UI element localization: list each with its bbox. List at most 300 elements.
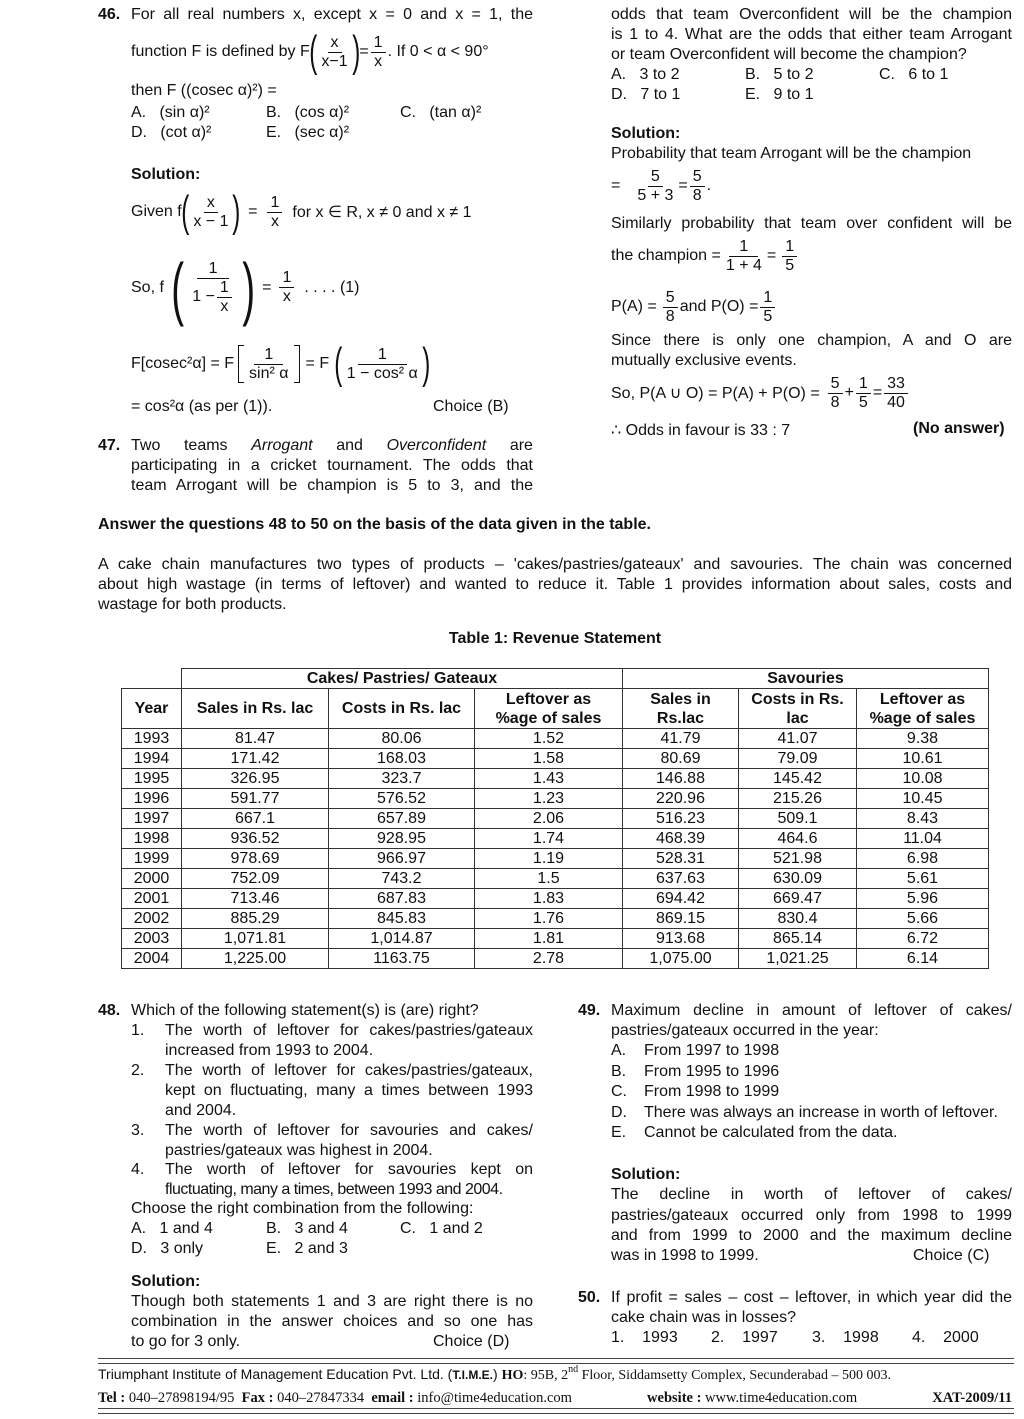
option-key: A.	[131, 104, 147, 121]
numerator: 1	[358, 346, 407, 365]
option-text: From 1997 to 1998	[644, 1042, 780, 1059]
table-cell: 713.46	[182, 889, 329, 909]
option-e[interactable]	[611, 1124, 898, 1142]
fraction	[782, 238, 797, 275]
solution-conclusion: ∴ Odds in favour is 33 : 7	[611, 422, 791, 439]
table-cell: 146.88	[623, 769, 739, 789]
table-cell: 1,225.00	[182, 949, 329, 969]
question-stem: For all real numbers x, except x = 0 and x = 1, the	[131, 6, 533, 23]
solution-so	[131, 245, 360, 330]
option-key: A.	[611, 66, 627, 83]
question-number: 50.	[578, 1289, 601, 1306]
table-cell: 5.96	[857, 889, 989, 909]
option-a[interactable]	[131, 104, 210, 122]
table-cell: 6.98	[857, 849, 989, 869]
table-row	[122, 729, 989, 749]
option-3[interactable]	[812, 1329, 879, 1347]
table-cell: 669.47	[739, 889, 857, 909]
option-text: 1993	[642, 1329, 678, 1346]
equals-sign: =	[262, 278, 272, 296]
left-paren: (	[180, 187, 190, 236]
table-cell: 79.09	[739, 749, 857, 769]
option-c[interactable]	[400, 104, 481, 122]
denominator: 1 + 4	[725, 256, 762, 274]
year-cell: 2001	[122, 889, 182, 909]
option-text: 1997	[742, 1329, 778, 1346]
solution-text: and from 1999 to 2000 and the maximum decline	[611, 1227, 1012, 1244]
option-text: There was always an increase in worth of leftover.	[644, 1104, 998, 1121]
option-text: (tan α)²	[429, 104, 482, 121]
stem-text: function F is defined by F	[131, 43, 310, 60]
option-d[interactable]	[131, 124, 211, 142]
ho-label: HO	[501, 1368, 524, 1383]
solution-derivation	[131, 340, 429, 388]
question-stem-end: then F ((cosec α)²) =	[131, 82, 277, 99]
table-cell: 11.04	[857, 829, 989, 849]
option-key: B.	[266, 104, 282, 121]
right-bracket	[294, 345, 300, 383]
option-key: 3.	[812, 1329, 826, 1346]
year-cell: 2004	[122, 949, 182, 969]
choice-label: Choice (D)	[433, 1333, 510, 1350]
table-cell: 1.76	[475, 909, 623, 929]
option-d[interactable]	[131, 1240, 203, 1258]
numerator: 1	[371, 34, 386, 53]
option-a[interactable]	[131, 1220, 213, 1238]
table-title: Table 1: Revenue Statement	[448, 630, 662, 647]
stem-word: Two	[131, 437, 161, 454]
fraction	[690, 168, 705, 205]
fraction	[190, 194, 231, 231]
numerator: 1	[760, 289, 775, 308]
header-text: Costs in Rs. lac	[341, 700, 462, 717]
email-label: email :	[371, 1390, 414, 1406]
year-cell: 1999	[122, 849, 182, 869]
solution-text: was in 1998 to 1999.	[611, 1247, 759, 1264]
year-cell: 1993	[122, 729, 182, 749]
option-a[interactable]	[611, 66, 680, 84]
option-text: 2000	[943, 1329, 979, 1346]
option-d[interactable]	[611, 86, 680, 104]
fraction	[723, 238, 765, 275]
option-b[interactable]	[266, 104, 349, 122]
table-cell: 1.19	[475, 849, 623, 869]
header-text: Sales in	[650, 690, 711, 708]
denominator: x	[282, 288, 291, 305]
option-key: D.	[611, 86, 627, 103]
numerator: x	[328, 34, 342, 53]
fraction	[884, 375, 908, 412]
fraction	[828, 375, 843, 412]
denominator: 5 + 3	[637, 186, 674, 204]
numerator: 1	[267, 194, 282, 213]
question-number: 46.	[98, 6, 121, 23]
table-cell: 830.4	[739, 909, 857, 929]
table-cell: 1.43	[475, 769, 623, 789]
statement-text: The worth of leftover for savouries and cakes/	[165, 1122, 533, 1139]
solution-equation	[611, 166, 711, 206]
table-row	[122, 769, 989, 789]
fax-number: 040–27847334	[277, 1390, 365, 1406]
left-paren: (	[309, 27, 318, 76]
table-cell: 1163.75	[329, 949, 475, 969]
solution-result: = cos²α (as per (1)).	[131, 398, 273, 415]
question-stem: Which of the following statement(s) is (are) right?	[131, 1002, 479, 1019]
option-key: C.	[400, 1220, 416, 1237]
fraction	[856, 375, 871, 412]
table-cell: 1,014.87	[329, 929, 475, 949]
numerator: 1	[782, 238, 797, 257]
option-e[interactable]	[266, 1240, 348, 1258]
numerator: 1	[279, 269, 294, 288]
year-cell: 2002	[122, 909, 182, 929]
option-key: C.	[611, 1083, 627, 1100]
question-number: 47.	[98, 437, 121, 454]
statement-text: kept on fluctuating, many a times between 1993	[165, 1082, 533, 1099]
right-paren: )	[422, 339, 431, 388]
option-text: 5 to 2	[773, 66, 814, 83]
table-cell: 171.42	[182, 749, 329, 769]
option-text: (cos α)²	[294, 104, 350, 121]
table-cell: 869.15	[623, 909, 739, 929]
solution-text: combination in the answer choices and so one has	[131, 1313, 533, 1330]
fraction	[246, 346, 291, 383]
solution-text: So, f	[131, 278, 164, 296]
statement-text: The worth of leftover for savouries kept on	[165, 1161, 533, 1178]
denominator-text: 1 −	[192, 288, 215, 305]
equals-sign: =	[678, 177, 688, 194]
header-text: %age of sales	[869, 709, 976, 727]
table-cell: 694.42	[623, 889, 739, 909]
footer-rule-top	[98, 1358, 1014, 1364]
denominator: x	[220, 297, 229, 315]
option-text: (sec α)²	[294, 124, 350, 141]
denominator: 5	[858, 393, 868, 411]
website-link[interactable]: www.time4education.com	[705, 1390, 858, 1406]
numerator: 1	[254, 346, 283, 365]
statement-number: 4.	[131, 1161, 145, 1178]
right-paren: )	[232, 187, 241, 236]
statement-text: pastries/gateaux was highest in 2004.	[165, 1142, 433, 1159]
table-cell: 1.81	[475, 929, 623, 949]
table-cell: 10.08	[857, 769, 989, 789]
numerator: 1	[197, 260, 230, 279]
website-group	[647, 1390, 857, 1407]
fraction	[371, 34, 386, 71]
option-key: A.	[131, 1220, 147, 1237]
table-body	[122, 729, 989, 969]
statement-text: The worth of leftover for cakes/pastries/gateaux	[165, 1022, 533, 1039]
table-cell: 1,071.81	[182, 929, 329, 949]
table-cell: 168.03	[329, 749, 475, 769]
denominator: x − 1	[193, 212, 229, 230]
option-key: B.	[266, 1220, 282, 1237]
solution-text: F[cosec²α] = F	[131, 355, 235, 372]
revenue-table	[121, 668, 989, 969]
left-paren: (	[334, 339, 343, 388]
solution-text: The decline in worth of leftover of cakes/	[611, 1186, 1012, 1203]
solution-text: pastries/gateaux occurred only from 1998 to 1999	[611, 1207, 1012, 1224]
option-text: 2 and 3	[294, 1240, 348, 1257]
table-row	[122, 849, 989, 869]
statement-number: 1.	[131, 1022, 145, 1039]
option-text: (cot α)²	[160, 124, 212, 141]
table-cell: 576.52	[329, 789, 475, 809]
solution-text: Given f	[131, 203, 182, 220]
solution-text: to go for 3 only.	[131, 1333, 241, 1350]
year-cell: 2003	[122, 929, 182, 949]
brand-name: T.I.M.E.	[452, 1368, 494, 1382]
table-cell: 913.68	[623, 929, 739, 949]
table-cell: 1.23	[475, 789, 623, 809]
statement-text: fluctuating, many a times, between 1993 and 2004.	[165, 1181, 503, 1198]
option-key: E.	[266, 124, 282, 141]
address-text: : 95B, 2	[523, 1368, 569, 1383]
option-key: 4.	[912, 1329, 926, 1346]
right-paren: )	[351, 27, 361, 76]
table-cell: 41.79	[623, 729, 739, 749]
equals-sign: =	[766, 247, 777, 264]
ordinal-suffix: nd	[568, 1364, 579, 1375]
denominator: 8	[692, 186, 702, 204]
option-c[interactable]	[611, 1083, 779, 1101]
year-cell: 1997	[122, 809, 182, 829]
year-cell: 1996	[122, 789, 182, 809]
table-row	[122, 869, 989, 889]
option-1[interactable]	[611, 1329, 678, 1347]
solution-heading: Solution:	[131, 166, 201, 183]
denominator: 5	[785, 256, 795, 274]
numerator: 1	[856, 375, 871, 394]
question-stem: participating in a cricket tournament. The odds that	[131, 457, 533, 474]
denominator: 1 − cos² α	[346, 364, 418, 382]
table-cell: 885.29	[182, 909, 329, 929]
table-cell: 521.98	[739, 849, 857, 869]
table-cell: 978.69	[182, 849, 329, 869]
table-cell: 743.2	[329, 869, 475, 889]
table-row	[122, 909, 989, 929]
option-text: 1 and 4	[159, 1220, 213, 1237]
stem-word: are	[509, 437, 533, 454]
denominator: 40	[887, 393, 905, 411]
table-cell: 928.95	[329, 829, 475, 849]
address-text: Floor, Siddamsetty Complex, Secunderabad – 500 003.	[578, 1368, 891, 1383]
table-cell: 215.26	[739, 789, 857, 809]
header-text: Sales in Rs. lac	[196, 700, 314, 717]
solution-text: Probability that team Arrogant will be the champion	[611, 145, 972, 162]
option-e[interactable]	[745, 86, 814, 104]
column-header-savouries-sales	[623, 689, 739, 729]
table-cell: 220.96	[623, 789, 739, 809]
passage-text: wastage for both products.	[98, 596, 287, 613]
column-header-cakes-costs	[329, 689, 475, 729]
option-text: 1 and 2	[429, 1220, 483, 1237]
fraction	[634, 168, 676, 205]
instruction-heading: Answer the questions 48 to 50 on the basis of the data given in the table.	[98, 516, 651, 533]
table-row	[122, 889, 989, 909]
option-key: D.	[611, 1104, 627, 1121]
table-cell: 464.6	[739, 829, 857, 849]
column-header-savouries-leftover	[857, 689, 989, 729]
option-2[interactable]	[711, 1329, 778, 1347]
footer-text: )	[493, 1366, 502, 1382]
header-text: Leftover as	[879, 690, 966, 708]
statement-text: increased from 1993 to 2004.	[165, 1042, 374, 1059]
fraction	[760, 289, 775, 326]
table-cell: 5.61	[857, 869, 989, 889]
table-cell: 687.83	[329, 889, 475, 909]
option-key: E.	[266, 1240, 282, 1257]
group-header-cakes: Cakes/ Pastries/ Gateaux	[182, 669, 623, 689]
table-cell: 8.43	[857, 809, 989, 829]
table-cell: 323.7	[329, 769, 475, 789]
table-cell: 10.45	[857, 789, 989, 809]
option-text: 6 to 1	[908, 66, 949, 83]
question-stem: odds that team Overconfident will be the champion	[611, 6, 1012, 23]
table-cell: 657.89	[329, 809, 475, 829]
solution-heading: Solution:	[131, 1273, 201, 1290]
table-cell: 966.97	[329, 849, 475, 869]
header-text: Year	[134, 700, 169, 717]
solution-heading: Solution:	[611, 1166, 681, 1183]
table-cell: 468.39	[623, 829, 739, 849]
option-key: A.	[611, 1042, 627, 1059]
group-header-savouries: Savouries	[623, 669, 989, 689]
stem-word: teams	[183, 437, 228, 454]
company-name: Triumphant Institute of Management Education Pvt. Ltd. (	[98, 1366, 453, 1382]
table-row	[122, 929, 989, 949]
option-4[interactable]	[912, 1329, 979, 1347]
question-number: 48.	[98, 1002, 121, 1019]
passage-text: about high wastage (in terms of leftover) and wanted to reduce it. Table 1 provides information about sales, costs and	[98, 576, 1012, 593]
option-b[interactable]	[266, 1220, 348, 1238]
website-label: website :	[647, 1390, 702, 1406]
column-header-cakes-sales	[182, 689, 329, 729]
question-stem: If profit = sales – cost – leftover, in which year did the	[611, 1289, 1012, 1306]
solution-text: P(A) =	[611, 298, 657, 315]
fraction	[279, 269, 294, 306]
equals-sign: =	[611, 177, 621, 194]
header-text: Rs.lac	[656, 709, 705, 727]
question-stem: cake chain was in losses?	[611, 1309, 796, 1326]
option-key: 2.	[711, 1329, 725, 1346]
option-key: B.	[611, 1063, 627, 1080]
option-key: D.	[131, 124, 147, 141]
choice-label: Choice (B)	[433, 398, 509, 415]
passage-text: A cake chain manufactures two types of products – 'cakes/pastries/gateaux' and savouries. The chain was concerned	[98, 556, 1012, 573]
option-e[interactable]	[266, 124, 349, 142]
solution-text: for x ∈ R, x ≠ 0 and x ≠ 1	[292, 204, 472, 221]
solution-text: So, P(A ∪ O) = P(A) + P(O) =	[611, 385, 820, 402]
fraction	[663, 289, 678, 326]
stem-text: . If 0 < α < 90°	[387, 43, 489, 60]
table-cell: 528.31	[623, 849, 739, 869]
table-cell: 1.5	[475, 869, 623, 889]
table-cell: 1.83	[475, 889, 623, 909]
solution-text: Similarly probability that team over confident will be	[611, 215, 1012, 232]
numerator: 5	[690, 168, 705, 187]
table-row	[122, 749, 989, 769]
denominator	[189, 279, 237, 316]
question-stem: Maximum decline in amount of leftover of cakes/	[611, 1002, 1012, 1019]
numerator: x	[204, 194, 218, 213]
table-row	[122, 829, 989, 849]
question-number: 49.	[578, 1002, 601, 1019]
denominator: x−1	[321, 52, 348, 70]
table-cell: 509.1	[739, 809, 857, 829]
column-header-savouries-costs	[739, 689, 857, 729]
header-text: Costs in Rs.	[751, 690, 844, 708]
option-c[interactable]	[400, 1220, 483, 1238]
tel-group	[98, 1390, 572, 1407]
solution-equation	[611, 236, 799, 276]
denominator: 8	[665, 307, 675, 325]
email-link[interactable]: info@time4education.com	[417, 1390, 572, 1406]
option-c[interactable]	[879, 66, 948, 84]
header-text: %age of sales	[495, 709, 602, 727]
fraction	[217, 279, 232, 316]
table-cell: 845.83	[329, 909, 475, 929]
option-text: From 1995 to 1996	[644, 1063, 780, 1080]
fax-label: Fax :	[241, 1390, 274, 1406]
table-cell: 865.14	[739, 929, 857, 949]
option-key: E.	[745, 86, 761, 103]
equals-sign: =	[248, 203, 258, 220]
choice-label: Choice (C)	[913, 1247, 990, 1264]
table-cell: 145.42	[739, 769, 857, 789]
team-name: Arrogant	[251, 437, 313, 454]
option-a[interactable]	[611, 1042, 779, 1060]
option-key: 1.	[611, 1329, 625, 1346]
option-key: D.	[131, 1240, 147, 1257]
table-cell: 1.74	[475, 829, 623, 849]
table-cell: 1,021.25	[739, 949, 857, 969]
option-text: 3 only	[160, 1240, 204, 1257]
numerator: 5	[648, 168, 663, 187]
fraction	[318, 34, 350, 71]
option-b[interactable]	[611, 1063, 779, 1081]
question-stem: or team Overconfident will become the champion?	[611, 46, 967, 63]
numerator: 1	[729, 238, 758, 257]
table-row	[122, 809, 989, 829]
table-corner	[122, 669, 182, 689]
question-stem: is 1 to 4. What are the odds that either team Arrogant	[611, 26, 1012, 43]
table-cell: 591.77	[182, 789, 329, 809]
option-text: Cannot be calculated from the data.	[644, 1124, 898, 1141]
year-cell: 1994	[122, 749, 182, 769]
fraction	[344, 346, 421, 383]
option-b[interactable]	[745, 66, 814, 84]
plus-sign: +	[844, 384, 854, 401]
table-cell: 10.61	[857, 749, 989, 769]
option-d[interactable]	[611, 1104, 998, 1122]
option-text: From 1998 to 1999	[644, 1083, 780, 1100]
option-key: C.	[879, 66, 895, 83]
denominator: x	[270, 212, 279, 230]
option-text: 9 to 1	[773, 86, 814, 103]
header-text: lac	[786, 709, 809, 727]
table-cell: 6.72	[857, 929, 989, 949]
table-cell: 630.09	[739, 869, 857, 889]
table-cell: 2.06	[475, 809, 623, 829]
table-cell: 2.78	[475, 949, 623, 969]
table-cell: 936.52	[182, 829, 329, 849]
tel-number: 040–27898194/95	[128, 1390, 235, 1406]
question-stem	[131, 437, 533, 455]
option-key: B.	[745, 66, 761, 83]
period: .	[706, 177, 712, 194]
solution-given	[131, 187, 472, 236]
